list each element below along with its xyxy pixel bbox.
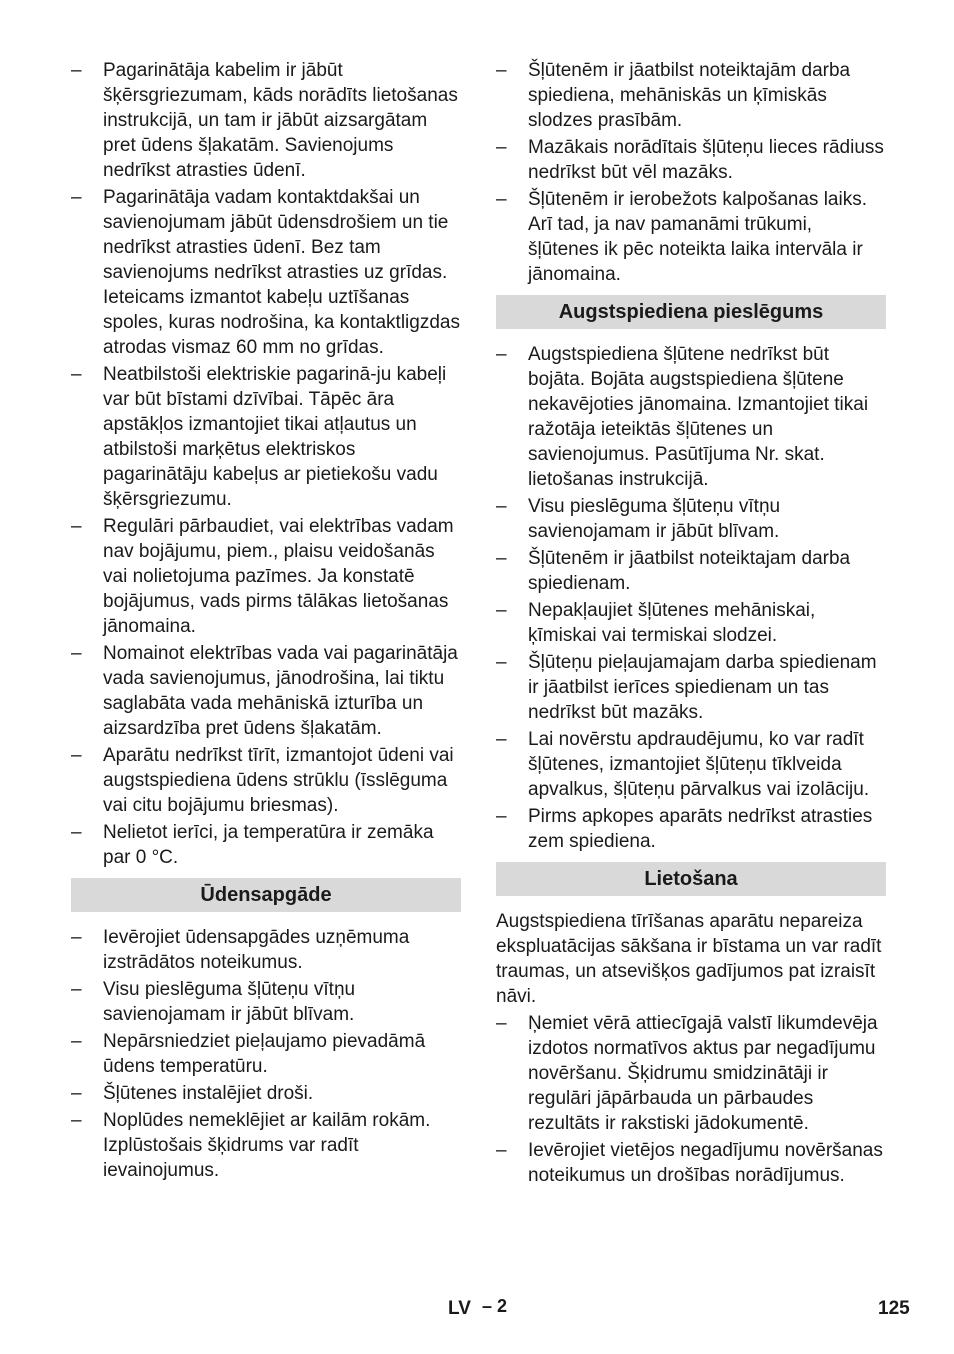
dash-bullet: – [496, 729, 507, 750]
dash-bullet: – [496, 806, 507, 827]
dash-bullet: – [496, 600, 507, 621]
list-item: – Neatbilstoši elektriskie pagarinā-ju kabeļi var būt bīstami dzīvībai. Tāpēc āra apstākļos izmantojiet tikai atļautus un atbilstoši marķētus elektriskos pagarinātāju kabeļus ar pietiekošu vadu šķērsgriezumu. [71, 364, 447, 510]
dash-bullet: – [71, 516, 82, 537]
list-item: – Šļūtenes instalējiet droši. [71, 1083, 314, 1104]
list-item: – Regulāri pārbaudiet, vai elektrības vadam nav bojājumu, piem., plaisu veidošanās vai nolietojuma pazīmes. Ja konstatē bojājumus, vads pirms tālākas lietošanas jānomaina. [71, 516, 454, 637]
dash-bullet: – [71, 643, 82, 664]
dash-bullet: – [71, 979, 82, 1000]
list-right-b [496, 342, 886, 854]
list-item: – Nepārsniedziet pieļaujamo pievadāmā ūdens temperatūru. [71, 1031, 426, 1077]
list-item: – Nepakļaujiet šļūtenes mehāniskai, ķīmiskai vai termiskai slodzei. [496, 600, 816, 646]
dash-bullet: – [496, 496, 507, 517]
list-item: – Šļūtenēm ir ierobežots kalpošanas laiks. Arī tad, ja nav pamanāmi trūkumi, šļūtenes ik pēc noteikta laika intervāla ir jānomaina. [496, 189, 868, 285]
dash-bullet: – [71, 60, 82, 81]
list-item: – Aparātu nedrīkst tīrīt, izmantojot ūdeni vai augstspiediena ūdens strūklu (īsslēguma vai citu bojājumu briesmas). [71, 745, 454, 816]
dash-bullet: – [71, 187, 82, 208]
dash-bullet: – [71, 745, 82, 766]
list-item: – Pagarinātāja kabelim ir jābūt šķērsgriezumam, kāds norādīts lietošanas instrukcijā, un tam ir jābūt aizsargātam pret ūdens šļakatām. Savienojums nedrīkst atrasties ūdenī. [71, 60, 458, 181]
list-right-c [496, 1011, 886, 1188]
list-item: – Nelietot ierīci, ja temperatūra ir zemāka par 0 °C. [71, 822, 434, 868]
list-item: – Šļūtenēm ir jāatbilst noteiktajām darba spiediena, mehāniskās un ķīmiskās slodzes prasībām. [496, 60, 851, 131]
dash-bullet: – [496, 1013, 507, 1034]
page-number: 125 [878, 1298, 910, 1319]
dash-bullet: – [496, 548, 507, 569]
dash-bullet: – [496, 137, 507, 158]
list-item: – Ievērojiet ūdensapgādes uzņēmuma izstrādātos noteikumus. [71, 927, 410, 973]
list-item: – Visu pieslēguma šļūteņu vītņu savienojamam ir jābūt blīvam. [496, 496, 781, 542]
use-paragraph: Augstspiediena tīrīšanas aparātu nepareiza ekspluatācijas sākšana ir bīstama un var radīt traumas, un atsevišķos gadījumos pat izraisīt nāvi. [496, 911, 882, 1007]
list-item: – Pagarinātāja vadam kontaktdakšai un savienojumam jābūt ūdensdrošiem un tie nedrīkst atrasties ūdenī. Bez tam savienojums nedrīkst atrasties uz grīdas. Ieteicams izmantot kabeļu uztīšanas spoles, kuras nodrošina, ka kontaktligzdas atrodas vismaz 60 mm no grīdas. [71, 187, 460, 358]
list-item: – Ievērojiet vietējos negadījumu novēršanas noteikumus un drošības norādījumus. [496, 1140, 883, 1186]
dash-bullet: – [496, 344, 507, 365]
dash-bullet: – [496, 189, 507, 210]
list-item: – Mazākais norādītais šļūteņu lieces rādiuss nedrīkst būt vēl mazāks. [496, 137, 884, 183]
left-column [71, 58, 461, 1185]
dash-bullet: – [71, 1031, 82, 1052]
list-item: – Noplūdes nemeklējiet ar kailām rokām. Izplūstošais šķidrums var radīt ievainojumus. [71, 1110, 431, 1181]
section-heading-high-pressure: Augstspiediena pieslēgums [496, 295, 886, 329]
section-heading-water-supply: Ūdensapgāde [71, 878, 461, 912]
dash-bullet: – [71, 822, 82, 843]
dash-bullet: – [71, 1083, 82, 1104]
list-right-a [496, 58, 886, 287]
dash-bullet: – [496, 652, 507, 673]
footer-language: LV [448, 1298, 471, 1319]
list-item: – Šļūtenēm ir jāatbilst noteiktajam darba spiedienam. [496, 548, 851, 594]
list-item: – Pirms apkopes aparāts nedrīkst atrasties zem spiediena. [496, 806, 873, 852]
list-left-b [71, 925, 461, 1183]
list-left-a [71, 58, 461, 870]
list-item: – Visu pieslēguma šļūteņu vītņu savienojamam ir jābūt blīvam. [71, 979, 356, 1025]
dash-bullet: – [71, 1110, 82, 1131]
dash-bullet: – [71, 364, 82, 385]
section-heading-use: Lietošana [496, 862, 886, 896]
list-item: – Augstspiediena šļūtene nedrīkst būt bojāta. Bojāta augstspiediena šļūtene nekavējoties jānomaina. Izmantojiet tikai ražotāja ieteiktās šļūtenes un savienojumus. Pasūtījuma Nr. skat. lietošanas instrukcijā. [496, 344, 869, 490]
list-item: – Lai novērstu apdraudējumu, ko var radīt šļūtenes, izmantojiet šļūteņu tīklveida apvalkus, šļūteņu pārvalkus vai izolāciju. [496, 729, 870, 800]
list-item: – Nomainot elektrības vada vai pagarinātāja vada savienojumus, jānodrošina, lai tiktu saglabāta vada mehāniskā izturība un aizsardzība pret ūdens šļakatām. [71, 643, 458, 739]
footer-section-number: – 2 [482, 1296, 508, 1316]
right-column [496, 58, 886, 1190]
dash-bullet: – [71, 927, 82, 948]
dash-bullet: – [496, 60, 507, 81]
list-item: – Šļūteņu pieļaujamajam darba spiedienam ir jāatbilst ierīces spiedienam un tas nedrīkst būt mazāks. [496, 652, 877, 723]
dash-bullet: – [496, 1140, 507, 1161]
list-item: – Ņemiet vērā attiecīgajā valstī likumdevēja izdotos normatīvos aktus par negadījumu novēršanu. Šķidrumu smidzinātāji ir regulāri jāpārbauda un pārbaudes rezultāts ir rakstiski jādokumentē. [496, 1013, 878, 1134]
